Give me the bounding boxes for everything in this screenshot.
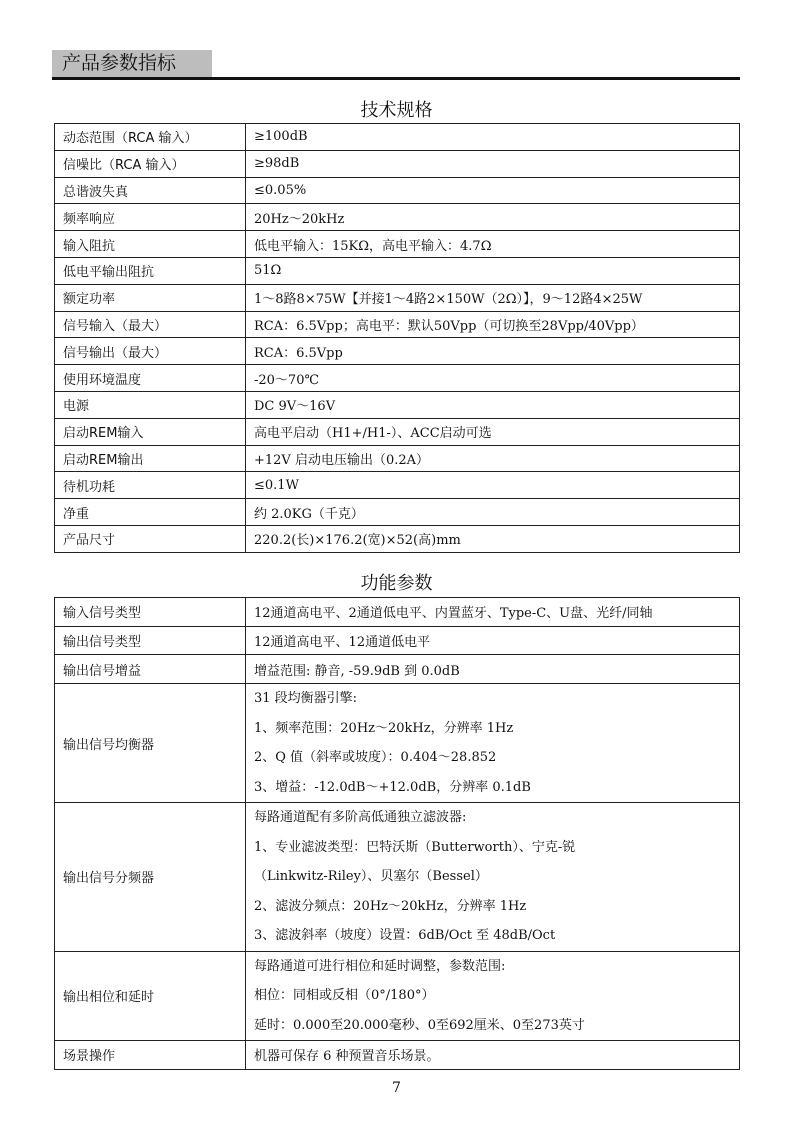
func-value-line: 31 段均衡器引擎: [254, 691, 358, 707]
spec-key: 待机功耗 [55, 472, 246, 499]
section-title: 产品参数指标 [52, 50, 212, 77]
spec-key: 使用环境温度 [55, 365, 246, 392]
func-value [246, 951, 740, 1041]
spec-row [55, 472, 740, 499]
func-value-line: 每路通道可进行相位和延时调整，参数范围: [254, 958, 506, 974]
spec-key: 总谐波失真 [55, 177, 246, 204]
spec-key: 净重 [55, 499, 246, 526]
spec-key: 低电平输出阻抗 [55, 257, 246, 284]
func-table-title: 功能参数 [360, 573, 433, 594]
spec-key: 频率响应 [55, 204, 246, 231]
spec-row [55, 391, 740, 418]
func-key: 输出信号增益 [55, 655, 246, 684]
spec-row [55, 284, 740, 311]
func-key: 场景操作 [55, 1041, 246, 1070]
func-value-line: （Linkwitz-Riley）、贝塞尔（Bessel） [254, 869, 488, 885]
spec-key: 信号输出（最大） [55, 338, 246, 365]
func-row [55, 1041, 740, 1070]
func-key: 输出信号均衡器 [55, 684, 246, 803]
func-row [55, 598, 740, 627]
func-value [246, 803, 740, 952]
spec-value: +12V 启动电压输出（0.2A） [246, 445, 740, 472]
section-header [52, 46, 740, 80]
spec-key: 启动REM输入 [55, 418, 246, 445]
spec-row [55, 418, 740, 445]
func-table [54, 597, 740, 1070]
spec-key: 产品尺寸 [55, 525, 246, 552]
spec-value: -20～70℃ [246, 365, 740, 392]
func-key: 输出信号分频器 [55, 803, 246, 952]
spec-value: 1～8路8×75W【并接1～4路2×150W（2Ω）】，9～12路4×25W [246, 284, 740, 311]
spec-value: ≤0.05% [246, 177, 740, 204]
spec-row [55, 311, 740, 338]
spec-row [55, 525, 740, 552]
func-row [55, 803, 740, 952]
spec-key: 额定功率 [55, 284, 246, 311]
func-key: 输出相位和延时 [55, 951, 246, 1041]
func-row [55, 951, 740, 1041]
spec-table-title: 技术规格 [360, 100, 433, 121]
func-value [246, 684, 740, 803]
spec-value: ≥98dB [246, 150, 740, 177]
spec-key: 信噪比（RCA 输入） [55, 150, 246, 177]
spec-value: DC 9V～16V [246, 391, 740, 418]
spec-row [55, 445, 740, 472]
spec-value: 51Ω [246, 257, 740, 284]
func-row [55, 626, 740, 655]
spec-key: 输入阻抗 [55, 231, 246, 258]
spec-key: 动态范围（RCA 输入） [55, 124, 246, 151]
func-value-line: 2、滤波分频点：20Hz～20kHz，分辨率 1Hz [254, 898, 527, 914]
spec-value: ≥100dB [246, 124, 740, 151]
spec-row [55, 257, 740, 284]
spec-row [55, 150, 740, 177]
func-key: 输出信号类型 [55, 626, 246, 655]
spec-row [55, 204, 740, 231]
spec-value: ≤0.1W [246, 472, 740, 499]
func-value-line: 延时：0.000至20.000毫秒、0至692厘米、0至273英寸 [254, 1017, 585, 1033]
spec-value: 低电平输入：15KΩ，高电平输入：4.7Ω [246, 231, 740, 258]
spec-value: 高电平启动（H1+/H1-）、ACC启动可选 [246, 418, 740, 445]
spec-value: 220.2(长)×176.2(宽)×52(高)mm [246, 525, 740, 552]
func-value: 12通道高电平、2通道低电平、内置蓝牙、Type-C、U盘、光纤/同轴 [246, 598, 740, 627]
spec-value: 约 2.0KG（千克） [246, 499, 740, 526]
func-value-line: 相位：同相或反相（0°/180°） [254, 988, 435, 1004]
spec-value: RCA：6.5Vpp [246, 338, 740, 365]
spec-row [55, 338, 740, 365]
spec-row [55, 365, 740, 392]
func-value-line: 3、滤波斜率（坡度）设置：6dB/Oct 至 48dB/Oct [254, 928, 556, 944]
func-value: 机器可保存 6 种预置音乐场景。 [246, 1041, 740, 1070]
func-value-line: 3、增益：-12.0dB～+12.0dB，分辨率 0.1dB [254, 779, 531, 795]
func-value: 增益范围: 静音, -59.9dB 到 0.0dB [246, 655, 740, 684]
spec-value: RCA：6.5Vpp；高电平：默认50Vpp（可切换至28Vpp/40Vpp） [246, 311, 740, 338]
spec-row [55, 177, 740, 204]
spec-row [55, 231, 740, 258]
func-value-line: 2、Q 值（斜率或坡度）：0.404～28.852 [254, 750, 497, 766]
spec-table [54, 123, 740, 553]
func-key: 输入信号类型 [55, 598, 246, 627]
spec-value: 20Hz～20kHz [246, 204, 740, 231]
func-value: 12通道高电平、12通道低电平 [246, 626, 740, 655]
spec-key: 电源 [55, 391, 246, 418]
spec-key: 信号输入（最大） [55, 311, 246, 338]
spec-row [55, 499, 740, 526]
func-row [55, 655, 740, 684]
func-value-line: 1、频率范围：20Hz～20kHz，分辨率 1Hz [254, 720, 514, 736]
section-divider [52, 77, 740, 80]
func-value-line: 1、专业滤波类型：巴特沃斯（Butterworth）、宁克-锐 [254, 839, 576, 855]
func-row [55, 684, 740, 803]
page-number: 7 [392, 1080, 401, 1096]
spec-key: 启动REM输出 [55, 445, 246, 472]
spec-row [55, 124, 740, 151]
func-value-line: 每路通道配有多阶高低通独立滤波器: [254, 810, 467, 826]
